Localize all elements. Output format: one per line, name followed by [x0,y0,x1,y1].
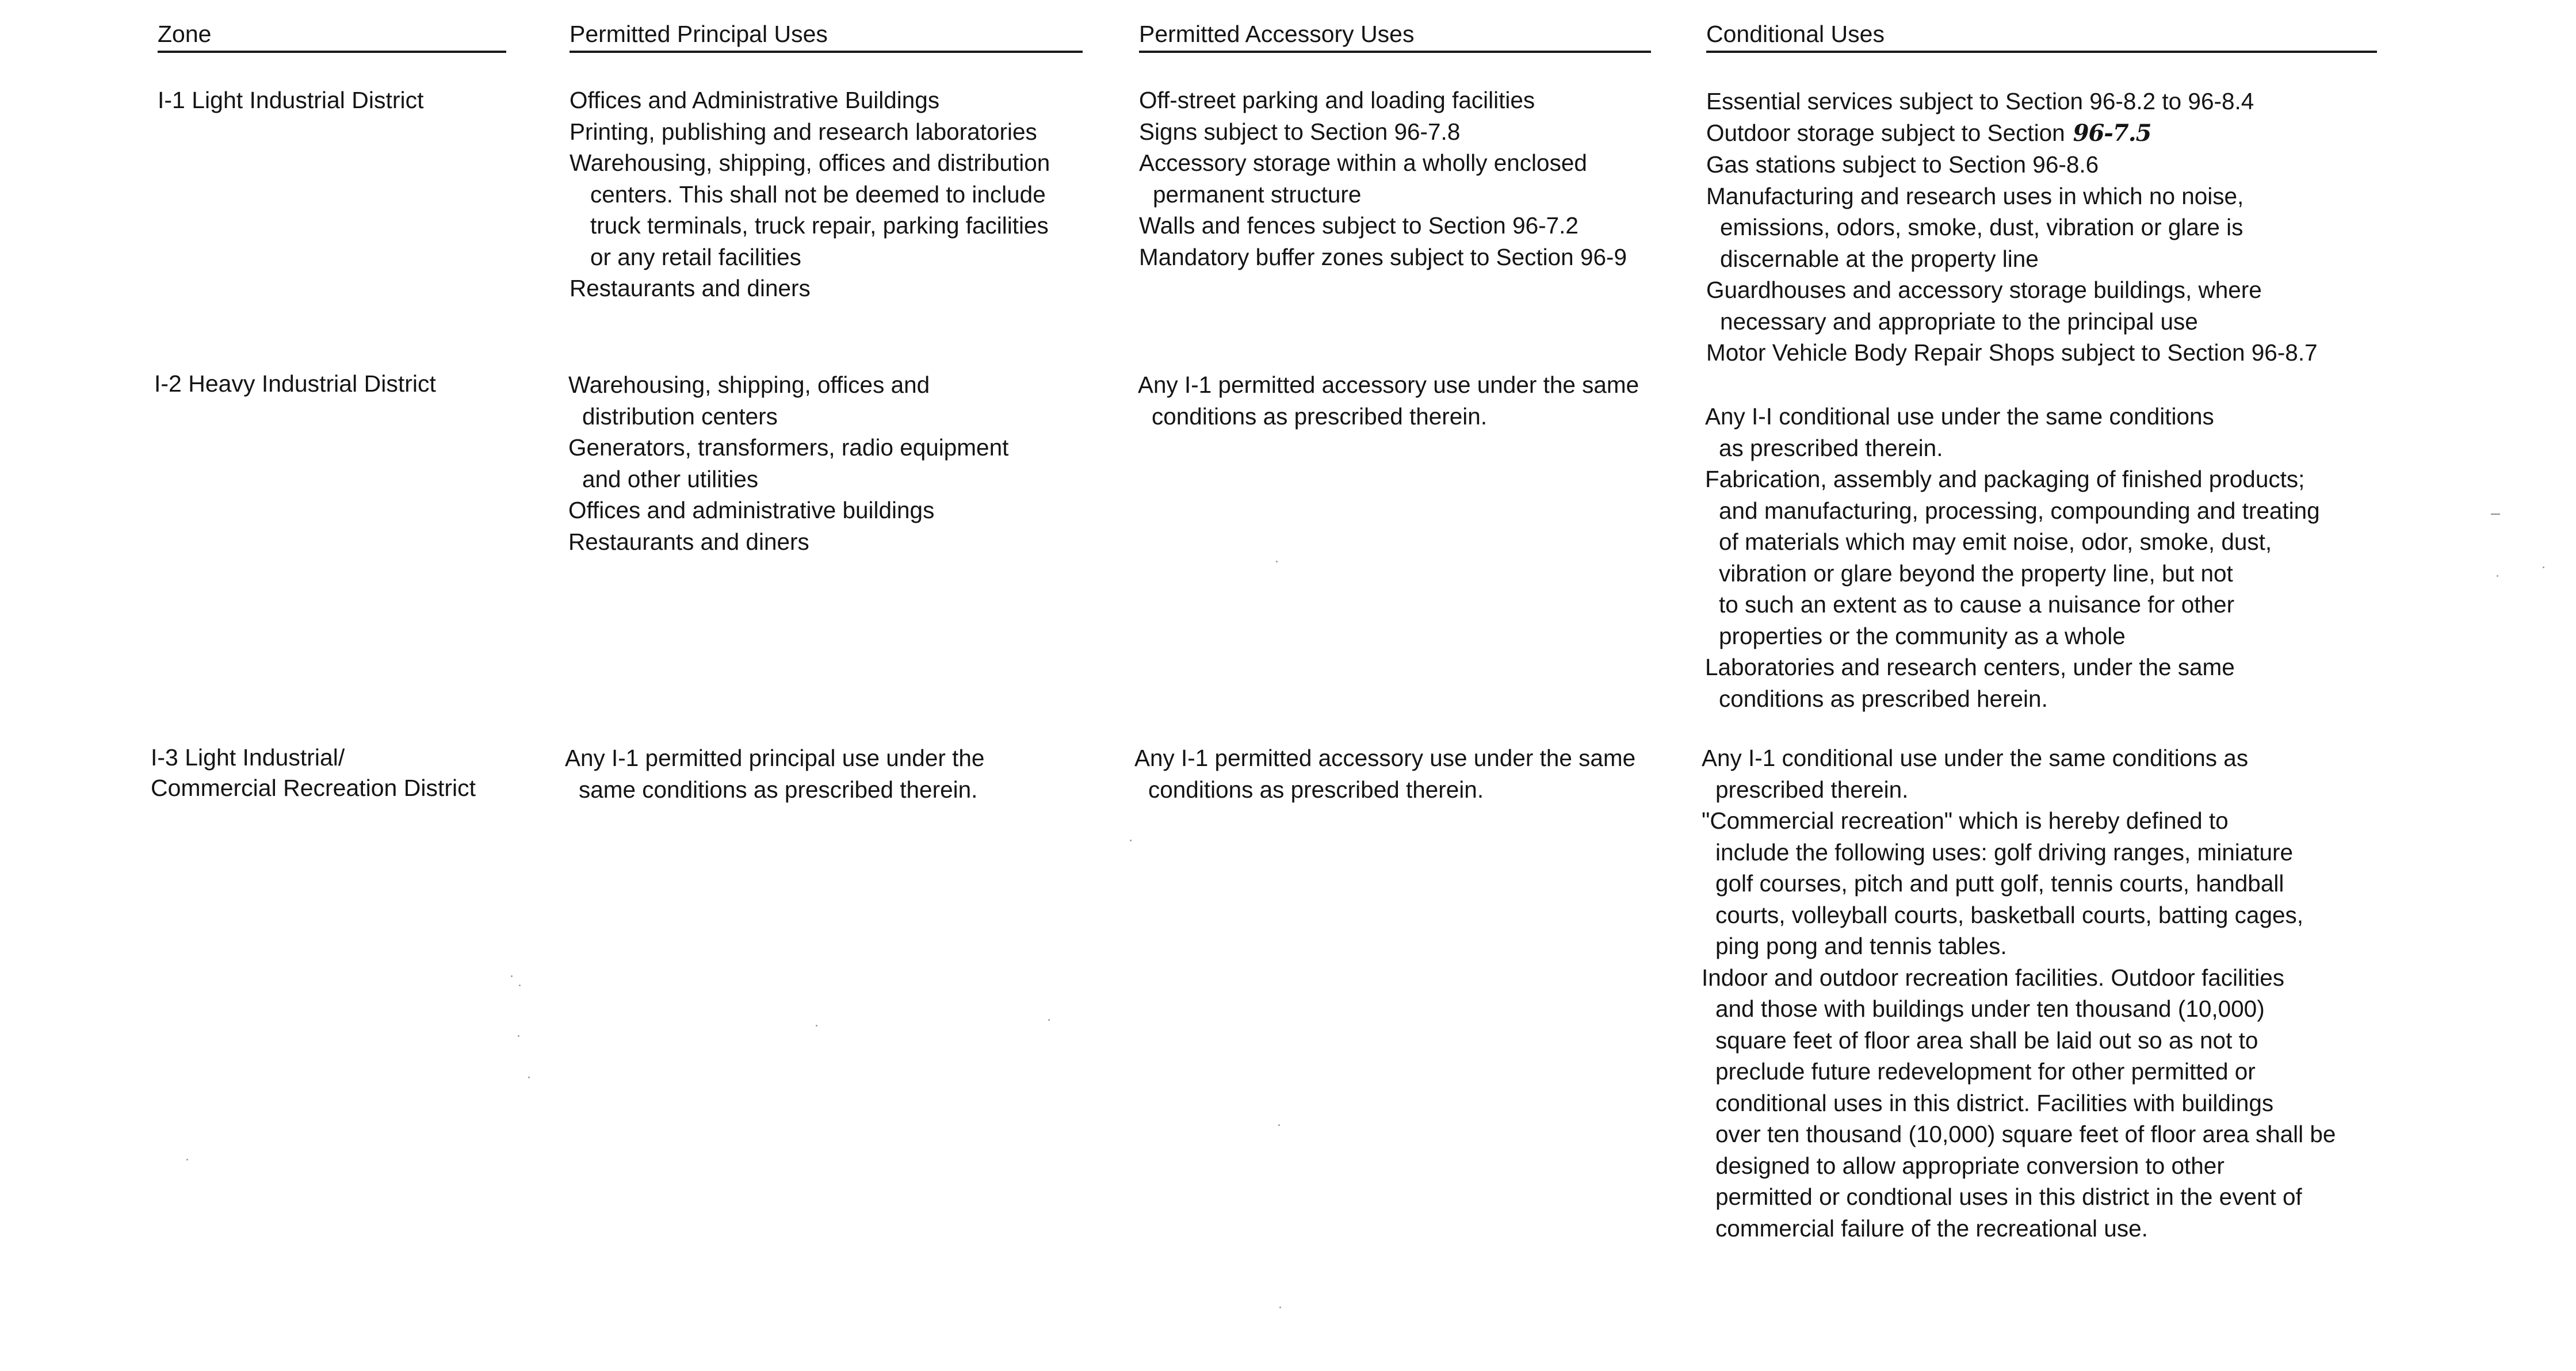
use-line: Restaurants and diners [568,528,809,555]
use-line: Any I-1 conditional use under the same conditions as [1702,745,2249,771]
use-line: include the following uses: golf driving ranges, miniature [1715,838,2294,866]
handwritten-section-number: 96-7.5 [2073,119,2151,147]
use-line: Gas stations subject to Section 96-8.6 [1706,151,2099,178]
principal-uses-i2 [568,369,1008,557]
use-line: properties or the community as a whole [1719,622,2126,649]
use-line: courts, volleyball courts, basketball courts, batting cages, [1715,901,2304,928]
scan-speck [518,1035,519,1037]
use-line: golf courses, pitch and putt golf, tennis courts, handball [1715,870,2284,897]
use-line: conditions as prescribed therein. [1148,776,1484,803]
principal-uses-i1 [570,85,1050,304]
scan-speck [528,1077,530,1078]
zone-label: I-2 Heavy Industrial District [154,370,436,397]
use-line: over ten thousand (10,000) square feet of floor area shall be [1715,1121,2336,1147]
use-line: or any retail facilities [590,243,801,270]
use-line: Offices and administrative buildings [568,497,935,523]
use-line: Indoor and outdoor recreation facilities. Outdoor facilities [1702,964,2285,991]
use-line: and those with buildings under ten thousand (10,000) [1715,995,2265,1022]
use-line: truck terminals, truck repair, parking facilities [590,212,1049,239]
scan-speck [816,1025,817,1027]
use-line: commercial failure of the recreational use. [1715,1215,2148,1242]
zone-label: I-1 Light Industrial District [158,87,424,113]
use-line [1706,117,2318,150]
use-line: Fabrication, assembly and packaging of finished products; [1705,466,2305,492]
conditional-uses-i1 [1706,86,2318,369]
accessory-uses-i3 [1134,742,1635,805]
accessory-uses-i1 [1139,85,1627,273]
use-line: same conditions as prescribed therein. [579,776,978,803]
use-line-text: Outdoor storage subject to Section [1706,119,2065,146]
scan-speck [1278,1124,1280,1126]
scan-speck [186,1159,188,1161]
use-line: Any I-1 permitted principal use under the [565,745,985,771]
use-line: Printing, publishing and research laboratories [570,118,1037,145]
use-line: permitted or condtional uses in this district in the event of [1715,1184,2302,1210]
use-line: Essential services subject to Section 96-8.2 to 96-8.4 [1706,88,2254,114]
use-line: Laboratories and research centers, under the same [1705,654,2235,680]
use-line: and manufacturing, processing, compounding and treating [1719,497,2320,524]
scan-speck [1048,1019,1050,1021]
use-line: square feet of floor area shall be laid out so as not to [1715,1027,2258,1054]
use-line: "Commercial recreation" which is hereby defined to [1702,807,2229,834]
scan-speck [1276,561,1278,562]
header-principal-uses: Permitted Principal Uses [570,21,1083,53]
use-line: Any I-1 permitted accessory use under the same [1134,745,1636,771]
header-conditional-uses: Conditional Uses [1706,21,2377,53]
accessory-uses-i2 [1138,369,1639,432]
use-line: Guardhouses and accessory storage buildings, where [1706,277,2262,303]
use-line: Warehousing, shipping, offices and distribution [570,150,1050,176]
use-line: Signs subject to Section 96-7.8 [1139,118,1461,145]
use-line: Generators, transformers, radio equipment [568,434,1009,461]
conditional-uses-i2 [1705,401,2320,714]
use-line: Walls and fences subject to Section 96-7.2 [1139,212,1579,239]
use-line: Accessory storage within a wholly enclosed [1139,150,1587,176]
scan-speck [1279,1307,1281,1308]
zone-i3 [151,742,476,803]
use-line: Motor Vehicle Body Repair Shops subject to Section 96-8.7 [1706,339,2318,366]
use-line: distribution centers [582,403,778,430]
use-line: Warehousing, shipping, offices and [568,372,930,398]
use-line: centers. This shall not be deemed to include [590,181,1046,208]
use-line: vibration or glare beyond the property line, but not [1719,560,2233,587]
use-line: to such an extent as to cause a nuisance for other [1719,591,2235,618]
conditional-uses-i3 [1702,742,2336,1244]
scan-speck [1130,840,1132,841]
use-line: conditions as prescribed herein. [1719,685,2048,712]
use-line: as prescribed therein. [1719,434,1943,461]
use-line: Restaurants and diners [570,275,811,301]
use-line: permanent structure [1153,181,1362,208]
use-line: of materials which may emit noise, odor, smoke, dust, [1719,529,2272,555]
use-line: Any I-I conditional use under the same conditions [1705,403,2214,430]
scan-speck [511,975,513,977]
zone-label: Commercial Recreation District [151,775,476,801]
use-line: Offices and Administrative Buildings [570,87,940,113]
scan-speck [519,985,521,986]
use-line: and other utilities [582,465,759,492]
use-line: emissions, odors, smoke, dust, vibration or glare is [1720,214,2244,240]
use-line: preclude future redevelopment for other permitted or [1715,1058,2256,1085]
use-line: Manufacturing and research uses in which no noise, [1706,182,2244,209]
use-line: conditional uses in this district. Facilities with buildings [1715,1089,2274,1116]
header-accessory-uses: Permitted Accessory Uses [1139,21,1651,53]
use-line: discernable at the property line [1720,245,2039,272]
use-line: Mandatory buffer zones subject to Section 96-9 [1139,243,1627,270]
use-line: necessary and appropriate to the principal use [1720,308,2198,335]
scan-speck [2491,514,2500,515]
use-line: Off-street parking and loading facilities [1139,87,1535,113]
scan-speck [2543,566,2544,568]
use-line: prescribed therein. [1715,776,1909,803]
use-line: Any I-1 permitted accessory use under the same [1138,372,1639,398]
use-line: conditions as prescribed therein. [1152,403,1488,430]
use-line: designed to allow appropriate conversion to other [1715,1152,2225,1179]
zone-i1 [158,85,424,116]
header-zone: Zone [158,21,506,53]
principal-uses-i3 [565,742,984,805]
use-line: ping pong and tennis tables. [1715,933,2007,959]
scan-speck [2497,575,2498,577]
zone-label: I-3 Light Industrial/ [151,744,345,771]
zone-i2 [154,369,436,399]
